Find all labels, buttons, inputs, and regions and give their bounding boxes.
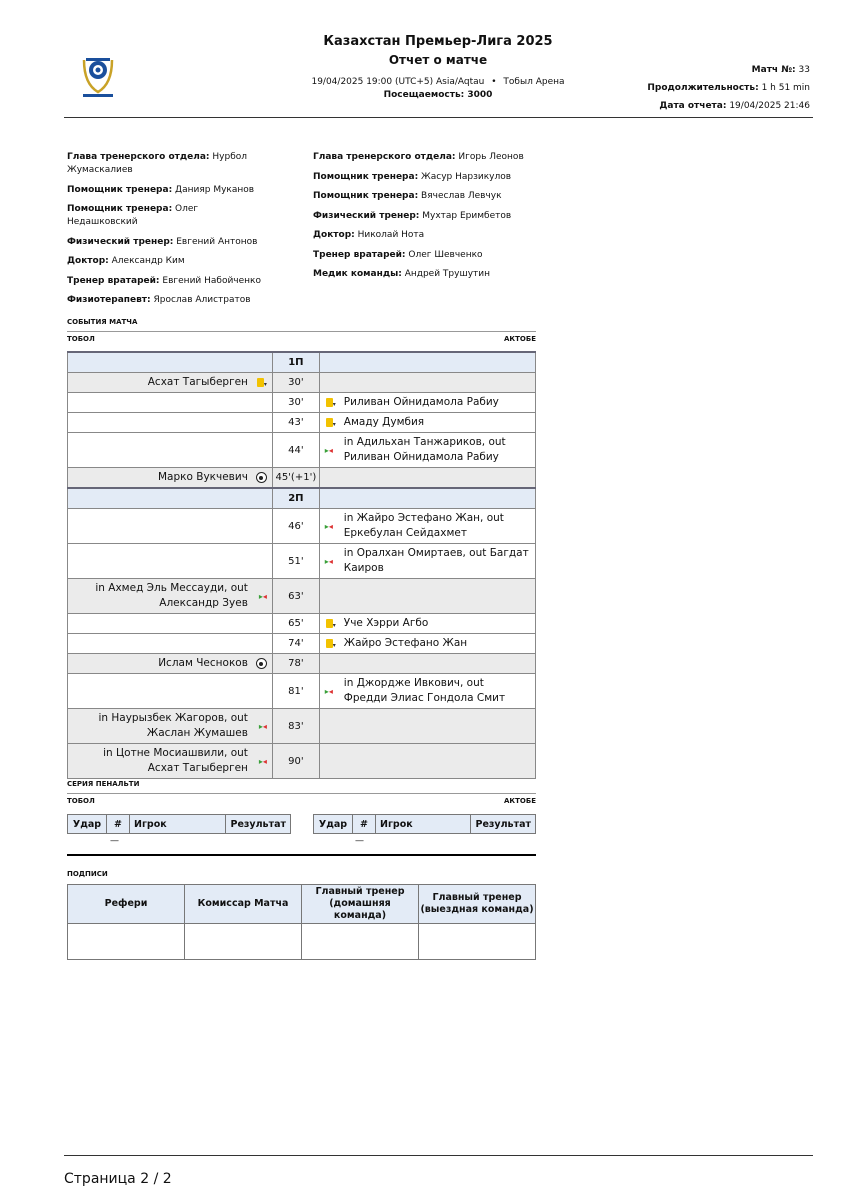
event-minute: 46' xyxy=(272,509,319,544)
staff-row xyxy=(67,184,267,197)
commissioner-header: Комиссар Матча xyxy=(185,885,302,924)
event-text: Амаду Думбия xyxy=(343,416,425,428)
event-text: in Оралхан Омиртаев, out Багдат Каиров xyxy=(343,547,529,574)
yellow-card-icon: ▾ xyxy=(325,638,336,649)
event-entry xyxy=(325,676,530,706)
substitution-icon: ▸◂ xyxy=(258,591,267,601)
away-event-cell xyxy=(319,709,535,744)
staff-row xyxy=(67,294,267,307)
event-minute: 45'(+1') xyxy=(272,468,319,489)
staff-row xyxy=(313,229,543,242)
home-event-cell xyxy=(68,509,273,544)
away-event-cell xyxy=(319,634,535,654)
event-entry xyxy=(325,415,530,430)
event-entry xyxy=(325,511,530,541)
staff-name: Жасур Нарзикулов xyxy=(421,171,512,182)
staff-row xyxy=(67,255,267,268)
home-staff-list xyxy=(67,151,267,314)
separator: • xyxy=(491,77,497,87)
substitution-icon: ▸◂ xyxy=(324,556,333,566)
goal-ball-icon xyxy=(256,472,267,483)
section-divider xyxy=(67,854,536,856)
col-shot: Удар xyxy=(68,815,107,834)
half-label: 2П xyxy=(272,488,319,509)
staff-role: Глава тренерского отдела: xyxy=(313,152,456,162)
event-minute: 78' xyxy=(272,654,319,674)
event-row xyxy=(68,579,536,614)
event-row xyxy=(68,614,536,634)
home-event-cell xyxy=(68,579,273,614)
half-label: 1П xyxy=(272,352,319,373)
home-event-cell xyxy=(68,744,273,779)
commissioner-signature-cell xyxy=(185,924,302,960)
staff-name: Ярослав Алистратов xyxy=(153,295,251,305)
report-header xyxy=(288,34,588,100)
substitution-icon: ▸◂ xyxy=(258,721,267,731)
home-event-cell xyxy=(68,709,273,744)
event-minute: 63' xyxy=(272,579,319,614)
event-entry xyxy=(73,375,267,390)
home-event-cell xyxy=(68,634,273,654)
yellow-card-icon: ▾ xyxy=(325,417,336,428)
event-text: in Цотне Мосиашвили, out Асхат Тагыберген xyxy=(103,747,248,774)
staff-role: Доктор: xyxy=(67,256,109,266)
match-datetime: 19/04/2025 19:00 (UTC+5) Asia/Aqtau xyxy=(311,77,485,87)
event-row xyxy=(68,674,536,709)
staff-row xyxy=(313,190,543,203)
penalties-home-team: ТОБОЛ xyxy=(67,797,95,805)
staff-name: Евгений Набойченко xyxy=(162,275,261,286)
staff-row xyxy=(313,249,543,262)
event-row xyxy=(68,709,536,744)
away-event-cell xyxy=(319,674,535,709)
home-coach-signature-cell xyxy=(302,924,419,960)
staff-name: Евгений Антонов xyxy=(176,236,258,247)
away-event-cell xyxy=(319,544,535,579)
away-coach-header: Главный тренер (выездная команда) xyxy=(419,885,536,924)
home-event-cell xyxy=(68,468,273,489)
staff-row xyxy=(313,171,543,184)
event-entry xyxy=(73,746,267,776)
home-event-cell xyxy=(68,614,273,634)
staff-name: Данияр Муканов xyxy=(175,184,255,195)
league-logo-icon xyxy=(80,54,116,100)
referee-header: Рефери xyxy=(68,885,185,924)
event-entry xyxy=(73,711,267,741)
home-event-cell xyxy=(68,654,273,674)
yellow-card-icon: ▾ xyxy=(325,618,336,629)
staff-role: Помощник тренера: xyxy=(67,204,173,214)
col-number: # xyxy=(107,815,130,834)
staff-name: Александр Ким xyxy=(111,256,185,266)
signatures-section-title: ПОДПИСИ xyxy=(67,870,108,878)
staff-name: Олег Шевченко xyxy=(408,249,483,260)
event-text: Риливан Ойнидамола Рабиу xyxy=(343,396,499,408)
away-event-cell xyxy=(319,614,535,634)
event-text: Уче Хэрри Агбо xyxy=(343,617,429,629)
staff-role: Помощник тренера: xyxy=(67,184,173,195)
staff-role: Доктор: xyxy=(313,230,355,240)
match-venue: Тобыл Арена xyxy=(503,77,565,87)
staff-role: Помощник тренера: xyxy=(313,191,419,201)
signatures-table xyxy=(67,884,536,960)
event-minute: 81' xyxy=(272,674,319,709)
staff-row xyxy=(313,268,543,281)
half-home-cell xyxy=(68,352,273,373)
staff-role: Физический тренер: xyxy=(313,210,420,221)
home-event-cell xyxy=(68,393,273,413)
event-row xyxy=(68,744,536,779)
home-event-cell xyxy=(68,433,273,468)
event-minute: 74' xyxy=(272,634,319,654)
event-text: Асхат Тагыберген xyxy=(147,376,248,388)
staff-role: Помощник тренера: xyxy=(313,171,419,182)
half-away-cell xyxy=(319,352,535,373)
half-header-row xyxy=(68,352,536,373)
league-title: Казахстан Премьер-Лига 2025 xyxy=(323,34,553,49)
staff-role: Тренер вратарей: xyxy=(313,249,406,260)
half-header-row xyxy=(68,488,536,509)
home-event-cell xyxy=(68,373,273,393)
away-event-cell xyxy=(319,509,535,544)
substitution-icon: ▸◂ xyxy=(324,521,333,531)
event-minute: 83' xyxy=(272,709,319,744)
away-event-cell xyxy=(319,373,535,393)
home-coach-header: Главный тренер (домашняя команда) xyxy=(302,885,419,924)
event-entry xyxy=(325,616,530,631)
event-entry xyxy=(73,581,267,611)
event-minute: 30' xyxy=(272,393,319,413)
event-text: in Наурызбек Жагоров, out Жаслан Жумашев xyxy=(98,712,248,739)
event-text: Ислам Чесноков xyxy=(158,657,248,669)
penalties-section-title: СЕРИЯ ПЕНАЛЬТИ xyxy=(67,780,140,788)
staff-role: Глава тренерского отдела: xyxy=(67,152,210,162)
event-text: Жайро Эстефано Жан xyxy=(343,637,468,649)
substitution-icon: ▸◂ xyxy=(258,756,267,766)
away-coach-signature-cell xyxy=(419,924,536,960)
event-text: in Жайро Эстефано Жан, out Еркебулан Сейдахмет xyxy=(343,512,504,539)
staff-name: Игорь Леонов xyxy=(458,152,524,162)
match-duration: Продолжительность: 1 h 51 min xyxy=(647,83,810,93)
event-text: in Ахмед Эль Мессауди, out Александр Зуев xyxy=(95,582,248,609)
goal-ball-icon xyxy=(256,658,267,669)
away-event-cell xyxy=(319,433,535,468)
event-text: Марко Вукчевич xyxy=(158,471,248,483)
event-entry xyxy=(325,546,530,576)
staff-row xyxy=(313,210,543,223)
staff-row xyxy=(67,275,267,288)
event-row xyxy=(68,654,536,674)
event-text: in Джордже Ивкович, out Фредди Элиас Гондола Смит xyxy=(343,677,506,704)
event-row xyxy=(68,634,536,654)
staff-row xyxy=(67,203,267,229)
home-penalties-empty: — xyxy=(110,836,119,846)
away-staff-list xyxy=(313,151,543,288)
event-text: in Адильхан Танжариков, out Риливан Ойнидамола Рабиу xyxy=(343,436,506,463)
staff-name: Нурбол Жумаскалиев xyxy=(67,152,248,175)
home-event-cell xyxy=(68,544,273,579)
yellow-card-icon: ▾ xyxy=(256,377,267,388)
staff-name: Олег Недашковский xyxy=(67,204,199,227)
event-row xyxy=(68,373,536,393)
yellow-card-icon: ▾ xyxy=(325,397,336,408)
page-number: Страница 2 / 2 xyxy=(64,1171,172,1187)
event-row xyxy=(68,393,536,413)
events-table xyxy=(67,351,536,779)
away-event-cell xyxy=(319,654,535,674)
events-section-title: СОБЫТИЯ МАТЧА xyxy=(67,318,138,326)
event-row xyxy=(68,544,536,579)
staff-row xyxy=(67,236,267,249)
half-away-cell xyxy=(319,488,535,509)
staff-role: Физиотерапевт: xyxy=(67,295,151,305)
col-player: Игрок xyxy=(130,815,226,834)
staff-role: Физический тренер: xyxy=(67,236,174,247)
staff-row xyxy=(313,151,543,164)
col-result: Результат xyxy=(471,815,536,834)
col-shot: Удар xyxy=(314,815,353,834)
events-teams-bar xyxy=(67,331,536,343)
staff-role: Тренер вратарей: xyxy=(67,275,160,286)
home-event-cell xyxy=(68,413,273,433)
footer-divider xyxy=(64,1155,813,1156)
event-row xyxy=(68,433,536,468)
col-number: # xyxy=(353,815,376,834)
attendance: Посещаемость: 3000 xyxy=(383,90,493,100)
event-minute: 90' xyxy=(272,744,319,779)
substitution-icon: ▸◂ xyxy=(324,445,333,455)
home-penalties-table xyxy=(67,814,291,834)
event-entry xyxy=(325,395,530,410)
penalties-teams-bar xyxy=(67,793,536,805)
home-event-cell xyxy=(68,674,273,709)
report-subtitle: Отчет о матче xyxy=(388,53,488,67)
staff-row xyxy=(67,151,267,177)
match-meta xyxy=(647,61,810,115)
staff-name: Николай Нота xyxy=(357,230,425,240)
home-team-name: ТОБОЛ xyxy=(67,335,95,343)
event-entry xyxy=(325,435,530,465)
staff-name: Мухтар Еримбетов xyxy=(422,210,512,221)
event-entry xyxy=(325,636,530,651)
staff-role: Медик команды: xyxy=(313,269,402,279)
event-row xyxy=(68,468,536,489)
staff-name: Андрей Трушутин xyxy=(404,269,491,279)
away-penalties-empty: — xyxy=(355,836,364,846)
report-date: Дата отчета: 19/04/2025 21:46 xyxy=(659,101,810,111)
col-result: Результат xyxy=(226,815,291,834)
away-event-cell xyxy=(319,413,535,433)
away-event-cell xyxy=(319,579,535,614)
event-entry xyxy=(73,470,267,485)
away-event-cell xyxy=(319,468,535,489)
away-penalties-table xyxy=(313,814,536,834)
substitution-icon: ▸◂ xyxy=(324,686,333,696)
match-datetime-venue xyxy=(288,75,588,90)
half-home-cell xyxy=(68,488,273,509)
header-divider xyxy=(64,117,813,118)
event-minute: 65' xyxy=(272,614,319,634)
event-minute: 30' xyxy=(272,373,319,393)
event-entry xyxy=(73,656,267,671)
staff-name: Вячеслав Левчук xyxy=(421,191,502,201)
penalties-away-team: АКТОБЕ xyxy=(504,797,536,805)
away-event-cell xyxy=(319,744,535,779)
event-row xyxy=(68,413,536,433)
referee-signature-cell xyxy=(68,924,185,960)
match-number: Матч №: 33 xyxy=(751,65,810,75)
away-team-name: АКТОБЕ xyxy=(504,335,536,343)
col-player: Игрок xyxy=(376,815,471,834)
event-minute: 43' xyxy=(272,413,319,433)
event-minute: 44' xyxy=(272,433,319,468)
event-minute: 51' xyxy=(272,544,319,579)
away-event-cell xyxy=(319,393,535,413)
event-row xyxy=(68,509,536,544)
